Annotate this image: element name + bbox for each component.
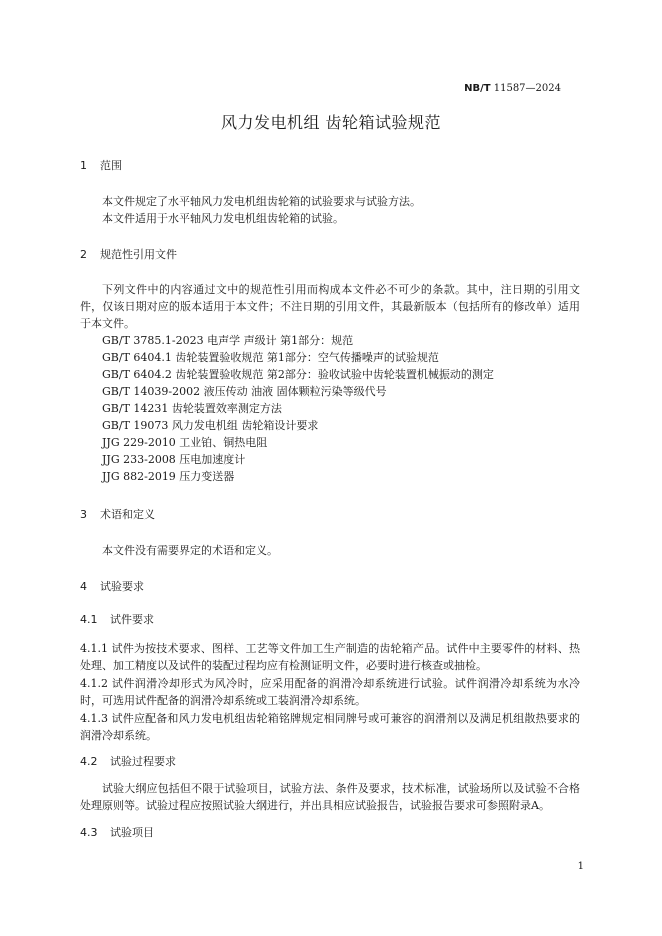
section-3-heading: 3 术语和定义 <box>80 508 155 521</box>
reference-item: GB/T 19073 风力发电机组 齿轮箱设计要求 <box>102 419 319 432</box>
section-1-para-2: 本文件适用于水平轴风力发电机组齿轮箱的试验。 <box>102 212 344 225</box>
section-4-2-para: 试验大纲应包括但不限于试验项目，试验方法、条件及要求，技术标准，试验场所以及试验不合格处理原则等。试验过程应按照试验大纲进行，并出具相应试验报告，试验报告要求可参照附录A。 <box>80 782 580 812</box>
reference-item: GB/T 6404.1 齿轮装置验收规范 第1部分：空气传播噪声的试验规范 <box>102 351 439 364</box>
reference-item: JJG 233-2008 压电加速度计 <box>102 453 246 466</box>
standard-number: NB/T 11587—2024 <box>464 83 561 94</box>
section-1-heading: 1 范围 <box>80 159 122 172</box>
reference-item: GB/T 14231 齿轮装置效率测定方法 <box>102 402 282 415</box>
section-2-intro: 下列文件中的内容通过文中的规范性引用而构成本文件必不可少的条款。其中，注日期的引用文件，仅该日期对应的版本适用于本文件；不注日期的引用文件，其最新版本（包括所有的修改单）适用于本文件。 <box>80 283 580 330</box>
reference-item: GB/T 14039-2002 液压传动 油液 固体颗粒污染等级代号 <box>102 385 387 398</box>
section-4-2-heading: 4.2 试验过程要求 <box>80 755 176 768</box>
document-title: 风力发电机组 齿轮箱试验规范 <box>220 113 442 132</box>
reference-item: GB/T 6404.2 齿轮装置验收规范 第2部分：验收试验中齿轮装置机械振动的测定 <box>102 368 494 381</box>
section-3-para: 本文件没有需要界定的术语和定义。 <box>102 544 278 557</box>
section-4-3-heading: 4.3 试验项目 <box>80 826 154 839</box>
reference-item: GB/T 3785.1-2023 电声学 声级计 第1部分：规范 <box>102 334 354 347</box>
clause-4-1-1: 4.1.1 试件为按技术要求、图样、工艺等文件加工生产制造的齿轮箱产品。试件中主要零件的材料、热处理、加工精度以及试件的装配过程均应有检测证明文件，必要时进行核查或抽检。 <box>80 642 580 672</box>
reference-item: JJG 882-2019 压力变送器 <box>102 470 235 483</box>
clause-4-1-3: 4.1.3 试件应配备和风力发电机组齿轮箱铭牌规定相同牌号或可兼容的润滑剂以及满足机组散热要求的润滑冷却系统。 <box>80 712 580 742</box>
reference-item: JJG 229-2010 工业铂、铜热电阻 <box>102 436 268 449</box>
clause-4-1-2: 4.1.2 试件润滑冷却形式为风冷时，应采用配备的润滑冷却系统进行试验。试件润滑冷却系统为水冷时，可选用试件配备的润滑冷却系统或工装润滑冷却系统。 <box>80 677 580 707</box>
page-number: 1 <box>577 861 584 872</box>
section-4-1-heading: 4.1 试件要求 <box>80 613 154 626</box>
section-1-para-1: 本文件规定了水平轴风力发电机组齿轮箱的试验要求与试验方法。 <box>102 195 421 208</box>
section-2-heading: 2 规范性引用文件 <box>80 248 177 261</box>
section-4-heading: 4 试验要求 <box>80 580 144 593</box>
